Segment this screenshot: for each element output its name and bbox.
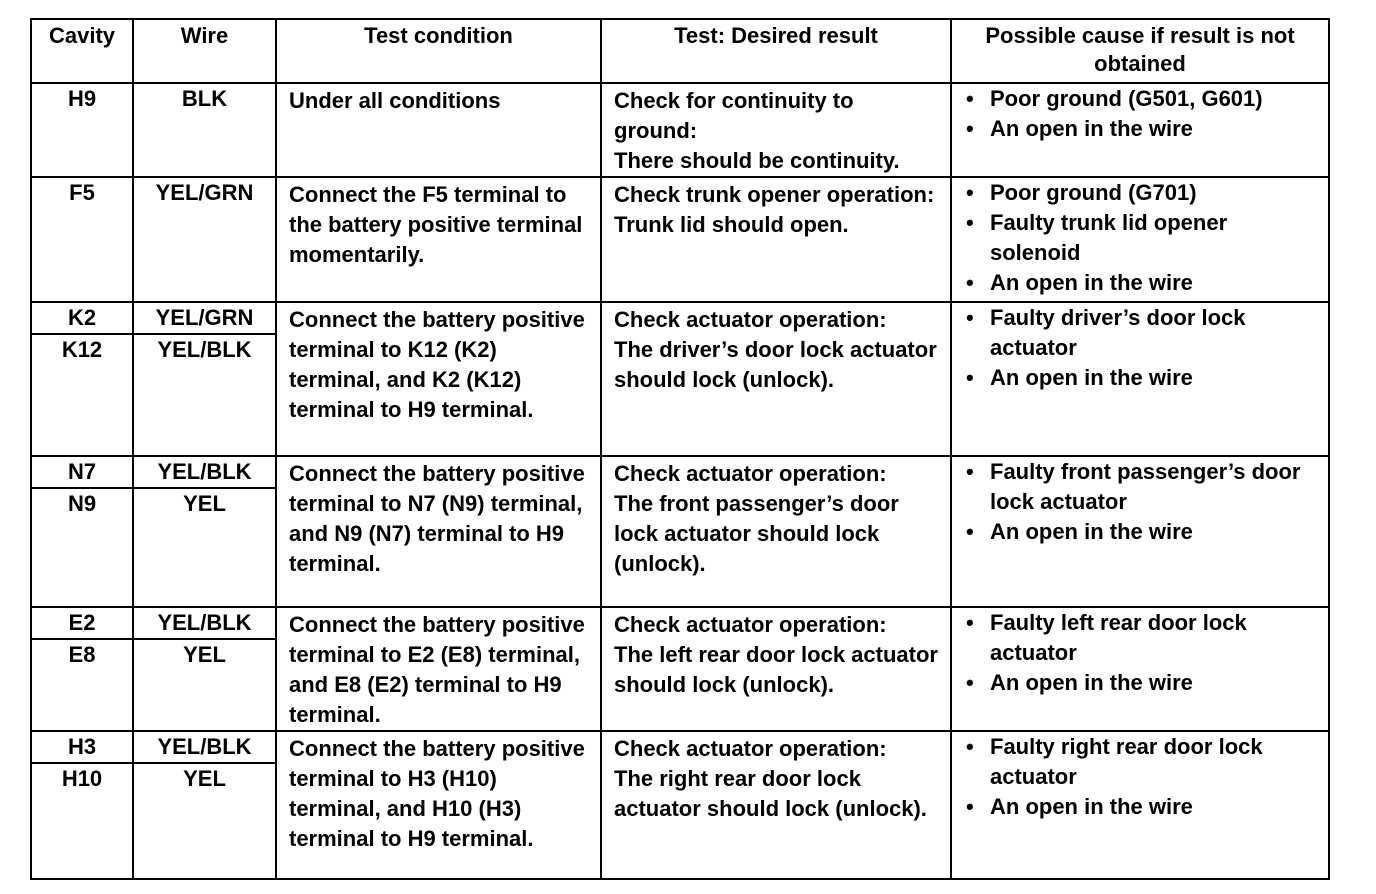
desired-result-line: The driver’s door lock actuator should lock (unlock). [614,337,937,392]
desired-result-line: Check actuator operation: [614,612,887,637]
cavity: F5 [69,180,95,205]
cavity: N9 [67,491,97,516]
cavity-cell [31,731,133,879]
wire: YEL [183,642,226,667]
desired-result-line: There should be continuity. [614,148,900,173]
wire-cell [133,607,276,731]
cavity-cell [31,83,133,177]
cavity: K2 [32,303,132,335]
cause-item: • Faulty driver’s door lock actuator [966,303,1320,363]
header-desired-result: Test: Desired result [601,19,951,83]
desired-result-line: Check actuator operation: [614,736,887,761]
header-row [31,19,1329,83]
test-condition: Connect the battery positive terminal to N7 (N9) terminal, and N9 (N7) terminal to H9 terminal. [276,456,601,607]
table-row [31,302,1329,456]
desired-result-line: Check actuator operation: [614,307,887,332]
table-row [31,607,1329,731]
wire: YEL/BLK [134,457,275,489]
cavity: E2 [32,608,132,640]
test-condition: Connect the battery positive terminal to K12 (K2) terminal, and K2 (K12) terminal to H9 terminal. [276,302,601,456]
cavity: H9 [67,86,97,111]
cavity: H10 [61,766,103,791]
test-condition: Connect the battery positive terminal to E2 (E8) terminal, and E8 (E2) terminal to H9 terminal. [276,607,601,731]
cavity: K12 [61,337,103,362]
desired-result-line: Check for continuity to ground: [614,88,854,143]
cause-item: • Faulty trunk lid opener solenoid [966,208,1320,268]
table-row [31,731,1329,879]
possible-cause-cell [951,177,1329,302]
desired-result-cell [601,456,951,607]
test-condition: Under all conditions [276,83,601,177]
desired-result-cell [601,83,951,177]
cause-item: • Faulty right rear door lock actuator [966,732,1320,792]
cavity-cell [31,177,133,302]
cause-item: • Faulty left rear door lock actuator [966,608,1320,668]
wire: YEL/GRN [134,303,275,335]
desired-result-cell [601,302,951,456]
test-condition: Connect the F5 terminal to the battery positive terminal momentarily. [276,177,601,302]
desired-result-cell [601,731,951,879]
desired-result-line: Check trunk opener operation: [614,182,935,207]
desired-result-line: The left rear door lock actuator should lock (unlock). [614,642,938,697]
possible-cause-cell [951,731,1329,879]
desired-result-cell [601,177,951,302]
header-test-condition: Test condition [276,19,601,83]
wire-cell [133,456,276,607]
cavity: E8 [68,642,96,667]
wire-cell [133,302,276,456]
wire: YEL/BLK [134,732,275,764]
wire: YEL [183,766,226,791]
wire: YEL/BLK [134,608,275,640]
cavity-cell [31,456,133,607]
header-cavity: Cavity [31,19,133,83]
possible-cause-cell [951,302,1329,456]
cavity: H3 [32,732,132,764]
cause-item: • An open in the wire [966,363,1320,393]
cause-item: • An open in the wire [966,517,1320,547]
cause-item: • An open in the wire [966,792,1320,822]
desired-result-line: The front passenger’s door lock actuator should lock (unlock). [614,491,899,576]
cause-item: • Poor ground (G501, G601) [966,84,1320,114]
desired-result-line: Check actuator operation: [614,461,887,486]
cause-item: • An open in the wire [966,268,1320,298]
wire-cell [133,177,276,302]
cavity-cell [31,302,133,456]
possible-cause-cell [951,83,1329,177]
test-table [30,18,1330,880]
test-condition: Connect the battery positive terminal to H3 (H10) terminal, and H10 (H3) terminal to H9 terminal. [276,731,601,879]
cavity: N7 [32,457,132,489]
possible-cause-cell [951,607,1329,731]
desired-result-cell [601,607,951,731]
header-possible-cause: Possible cause if result is not obtained [951,19,1329,83]
desired-result-line: Trunk lid should open. [614,212,849,237]
desired-result-line: The right rear door lock actuator should lock (unlock). [614,766,927,821]
header-wire: Wire [133,19,276,83]
wire: BLK [181,86,228,111]
cavity-cell [31,607,133,731]
table-row [31,456,1329,607]
wire: YEL [183,491,226,516]
table-row [31,177,1329,302]
wire-cell [133,731,276,879]
table-row [31,83,1329,177]
wire: YEL/GRN [155,180,254,205]
cause-item: • An open in the wire [966,668,1320,698]
cause-item: • An open in the wire [966,114,1320,144]
wire-cell [133,83,276,177]
wire: YEL/BLK [157,337,252,362]
cause-item: • Faulty front passenger’s door lock actuator [966,457,1320,517]
possible-cause-cell [951,456,1329,607]
cause-item: • Poor ground (G701) [966,178,1320,208]
